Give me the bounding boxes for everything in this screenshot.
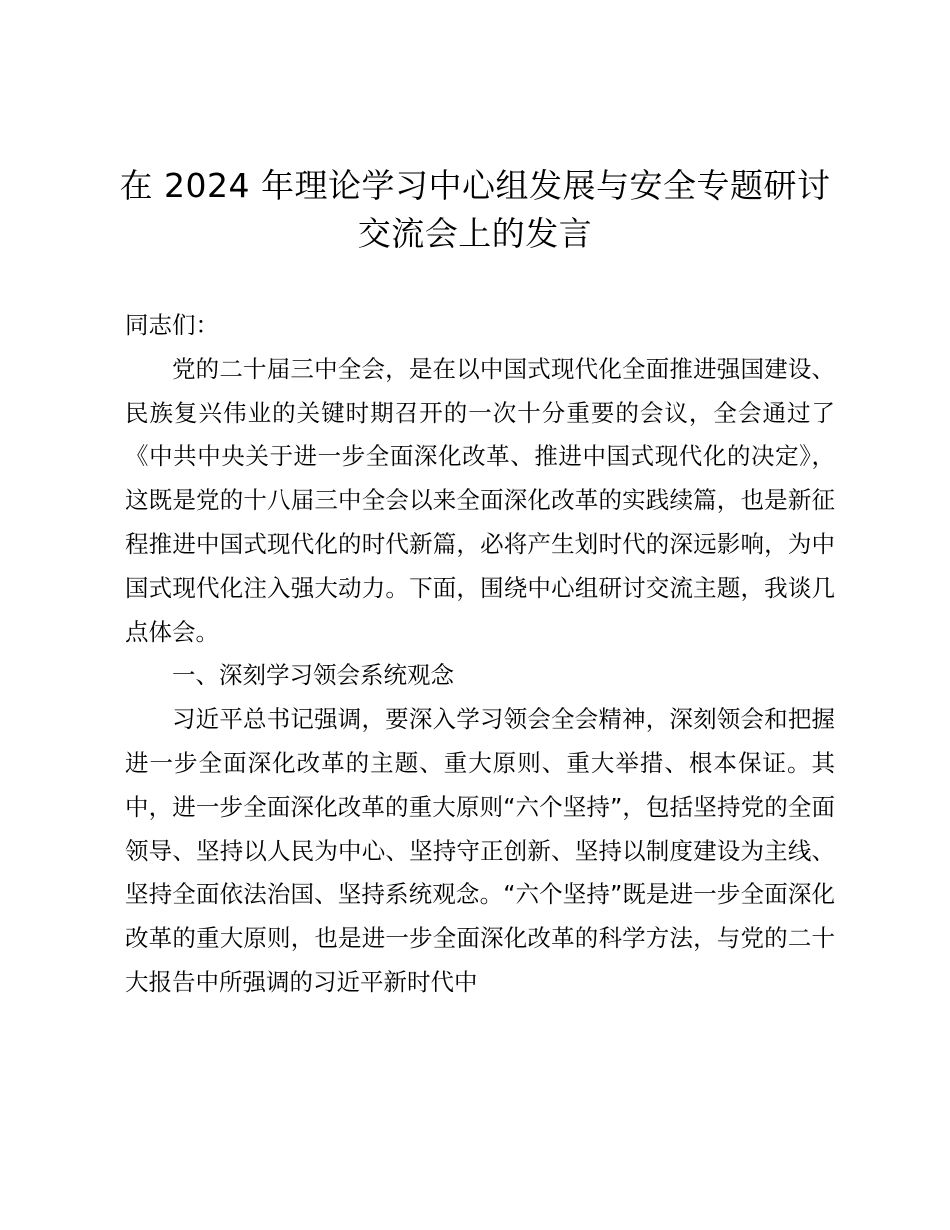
section-heading-1: 一、深刻学习领会系统观念 bbox=[172, 661, 454, 690]
intro-paragraph: 党的二十届三中全会，是在以中国式现代化全面推进强国建设、民族复兴伟业的关键时期召开的一次十分重要的会议，全会通过了《中共中央关于进一步全面深化改革、推进中国式现代化的决定》，这既是党的十八届三中全会以来全面深化改革的实践续篇，也是新征程推进中国式现代化的时代新篇，必将产生划时代的深远影响，为中国式现代化注入强大动力。下面，围绕中心组研讨交流主题，我谈几点体会。 bbox=[125, 354, 835, 646]
document-body bbox=[125, 304, 835, 1005]
salutation: 同志们： bbox=[125, 311, 219, 339]
title-line-1: 在 2024 年理论学习中心组发展与安全专题研讨 bbox=[119, 166, 831, 205]
document-title bbox=[110, 162, 840, 258]
section-1-paragraph: 习近平总书记强调，要深入学习领会全会精神，深刻领会和把握进一步全面深化改革的主题、重大原则、重大举措、根本保证。其中，进一步全面深化改革的重大原则“六个坚持”，包括坚持党的全面领导、坚持以人民为中心、坚持守正创新、坚持以制度建设为主线、坚持全面依法治国、坚持系统观念。“六个坚持”既是进一步全面深化改革的重大原则，也是进一步全面深化改革的科学方法，与党的二十大报告中所强调的习近平新时代中 bbox=[125, 705, 835, 996]
title-line-2: 交流会上的发言 bbox=[357, 214, 593, 253]
